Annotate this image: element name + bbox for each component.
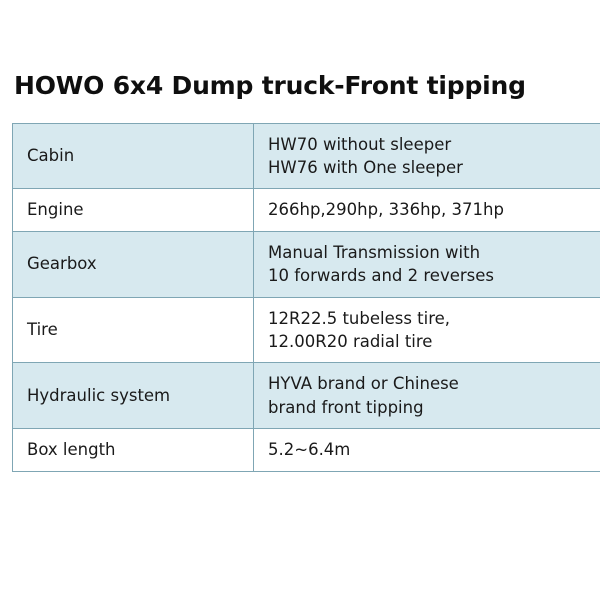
spec-value-cell xyxy=(254,231,600,297)
spec-value-line: 12R22.5 tubeless tire, xyxy=(268,308,451,328)
table-row xyxy=(13,429,600,471)
spec-label: Tire xyxy=(27,320,58,340)
spec-label-cell xyxy=(13,189,254,231)
spec-label-cell xyxy=(13,231,254,297)
table-row xyxy=(13,231,600,297)
spec-value-cell xyxy=(254,189,600,231)
spec-value-line: HYVA brand or Chinese xyxy=(268,374,459,394)
spec-value-cell xyxy=(254,297,600,363)
spec-label: Box length xyxy=(27,440,116,460)
spec-label-cell xyxy=(13,363,254,429)
table-row xyxy=(13,363,600,429)
spec-value-line: 12.00R20 radial tire xyxy=(268,332,433,352)
spec-value-line: 266hp,290hp, 336hp, 371hp xyxy=(268,200,504,220)
table-row xyxy=(13,297,600,363)
spec-label-cell xyxy=(13,297,254,363)
table-row xyxy=(13,189,600,231)
spec-value-line: Manual Transmission with xyxy=(268,242,481,262)
spec-value-line: 5.2~6.4m xyxy=(268,440,351,460)
spec-label: Engine xyxy=(27,200,84,220)
spec-label: Hydraulic system xyxy=(27,386,171,406)
spec-value-cell xyxy=(254,429,600,471)
spec-value-line: 10 forwards and 2 reverses xyxy=(268,266,494,286)
spec-value-line: HW70 without sleeper xyxy=(268,134,452,154)
spec-value-cell xyxy=(254,123,600,189)
spec-label: Cabin xyxy=(27,146,75,166)
specification-table xyxy=(12,123,600,472)
spec-label-cell xyxy=(13,429,254,471)
spec-value-line: HW76 with One sleeper xyxy=(268,157,463,177)
table-row xyxy=(13,123,600,189)
spec-value-line: brand front tipping xyxy=(268,397,424,417)
page-title: HOWO 6x4 Dump truck-Front tipping xyxy=(14,71,526,100)
spec-label-cell xyxy=(13,123,254,189)
spec-label: Gearbox xyxy=(27,254,97,274)
specification-table-body xyxy=(13,123,600,471)
spec-value-cell xyxy=(254,363,600,429)
